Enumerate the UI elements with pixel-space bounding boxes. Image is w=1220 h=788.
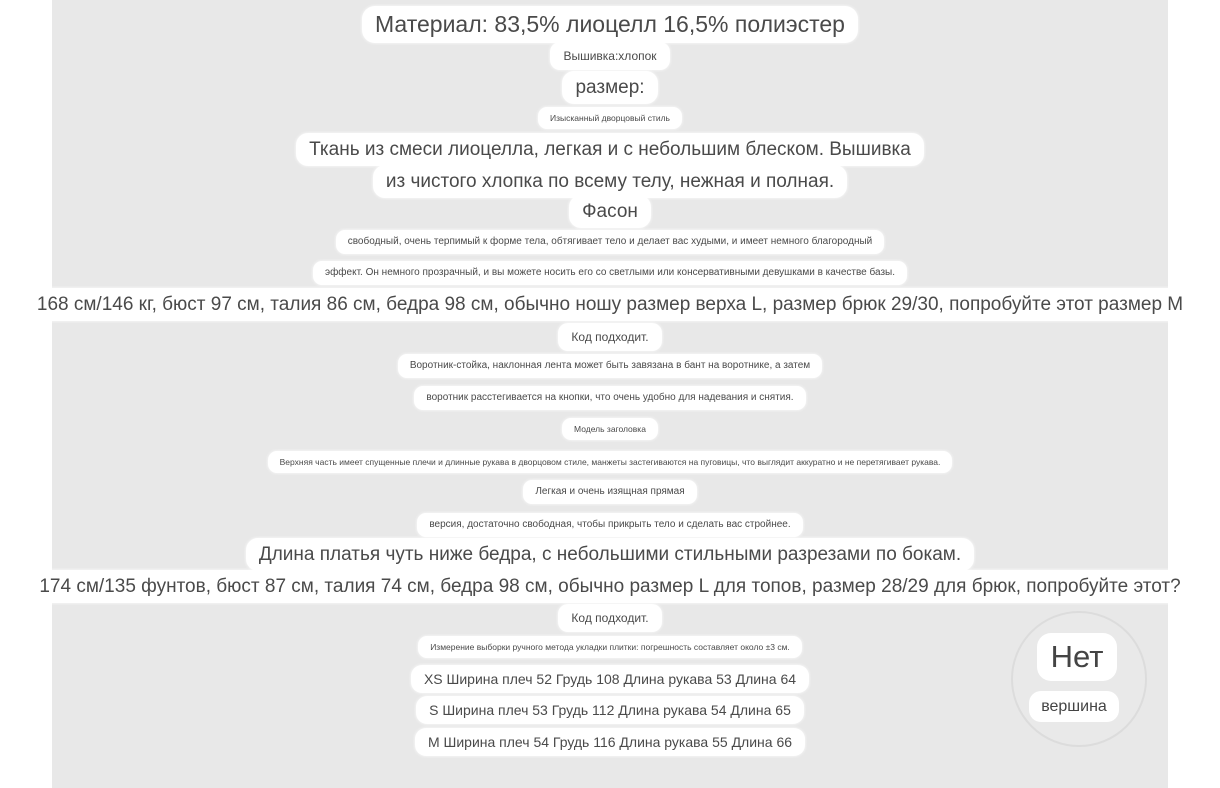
text-pill: размер:: [562, 71, 657, 104]
text-pill: XS Ширина плеч 52 Грудь 108 Длина рукава 53 Длина 64: [411, 665, 809, 693]
text-pill: свободный, очень терпимый к форме тела, обтягивает тело и делает вас худыми, и имеет немного благородный: [336, 230, 885, 254]
text-pill: Верхняя часть имеет спущенные плечи и длинные рукава в дворцовом стиле, манжеты застегиваются на пуговицы, что выглядит аккуратно и не перетягивает рукава.: [268, 451, 953, 474]
text-pill: версия, достаточно свободная, чтобы прикрыть тело и сделать вас стройнее.: [417, 513, 802, 537]
line-16: [0, 479, 1220, 504]
text-pill: Код подходит.: [558, 323, 661, 351]
text-pill: M Ширина плеч 54 Грудь 116 Длина рукава 55 Длина 66: [415, 728, 805, 756]
text-pill: эффект. Он немного прозрачный, и вы можете носить его со светлыми или консервативными девушками в качестве базы.: [313, 261, 907, 285]
line-9: [0, 259, 1220, 286]
line-17: [0, 512, 1220, 538]
line-1: [0, 5, 1220, 44]
text-pill: Изысканный дворцовый стиль: [538, 107, 682, 130]
text-pill: Материал: 83,5% лиоцелл 16,5% полиэстер: [362, 6, 858, 43]
text-pill: Фасон: [569, 195, 651, 228]
text-pill: 168 см/146 кг, бюст 97 см, талия 86 см, бедра 98 см, обычно ношу размер верха L, размер брюк 29/30, попробуйте этот размер M: [24, 288, 1196, 321]
line-3: [0, 71, 1220, 103]
text-pill: Длина платья чуть ниже бедра, с небольшими стильными разрезами по бокам.: [246, 538, 974, 571]
line-18: [0, 538, 1220, 570]
line-7: [0, 196, 1220, 227]
line-12: [0, 353, 1220, 379]
line-4: [0, 106, 1220, 130]
line-14: [0, 417, 1220, 441]
line-15: [0, 450, 1220, 474]
text-pill: воротник расстегивается на кнопки, что очень удобно для надевания и снятия.: [414, 386, 805, 410]
text-pill: Код подходит.: [558, 604, 661, 632]
text-pill: 174 см/135 фунтов, бюст 87 см, талия 74 см, бедра 98 см, обычно размер L для топов, размер 28/29 для брюк, попробуйте этот?: [26, 570, 1193, 603]
text-pill: Ткань из смеси лиоцелла, легкая и с небольшим блеском. Вышивка: [296, 133, 924, 166]
line-6: [0, 165, 1220, 197]
text-pill: Легкая и очень изящная прямая: [523, 480, 696, 504]
text-pill: Измерение выборки ручного метода укладки плитки: погрешность составляет около ±3 см.: [418, 636, 802, 659]
line-19: [0, 570, 1220, 603]
text-pill: Воротник-стойка, наклонная лента может быть завязана в бант на воротнике, а затем: [398, 354, 822, 378]
text-pill: S Ширина плеч 53 Грудь 112 Длина рукава 54 Длина 65: [416, 696, 804, 724]
text-pill: Вышивка:хлопок: [550, 42, 669, 70]
line-13: [0, 385, 1220, 411]
badge-main-label[interactable]: Нет: [1037, 633, 1117, 681]
line-2: [0, 41, 1220, 71]
text-pill: из чистого хлопка по всему телу, нежная и полная.: [373, 165, 847, 198]
line-10: [0, 288, 1220, 321]
text-pill: Модель заголовка: [562, 418, 658, 441]
line-11: [0, 322, 1220, 351]
line-8: [0, 229, 1220, 255]
badge-sub-label[interactable]: вершина: [1029, 691, 1119, 722]
line-5: [0, 133, 1220, 165]
